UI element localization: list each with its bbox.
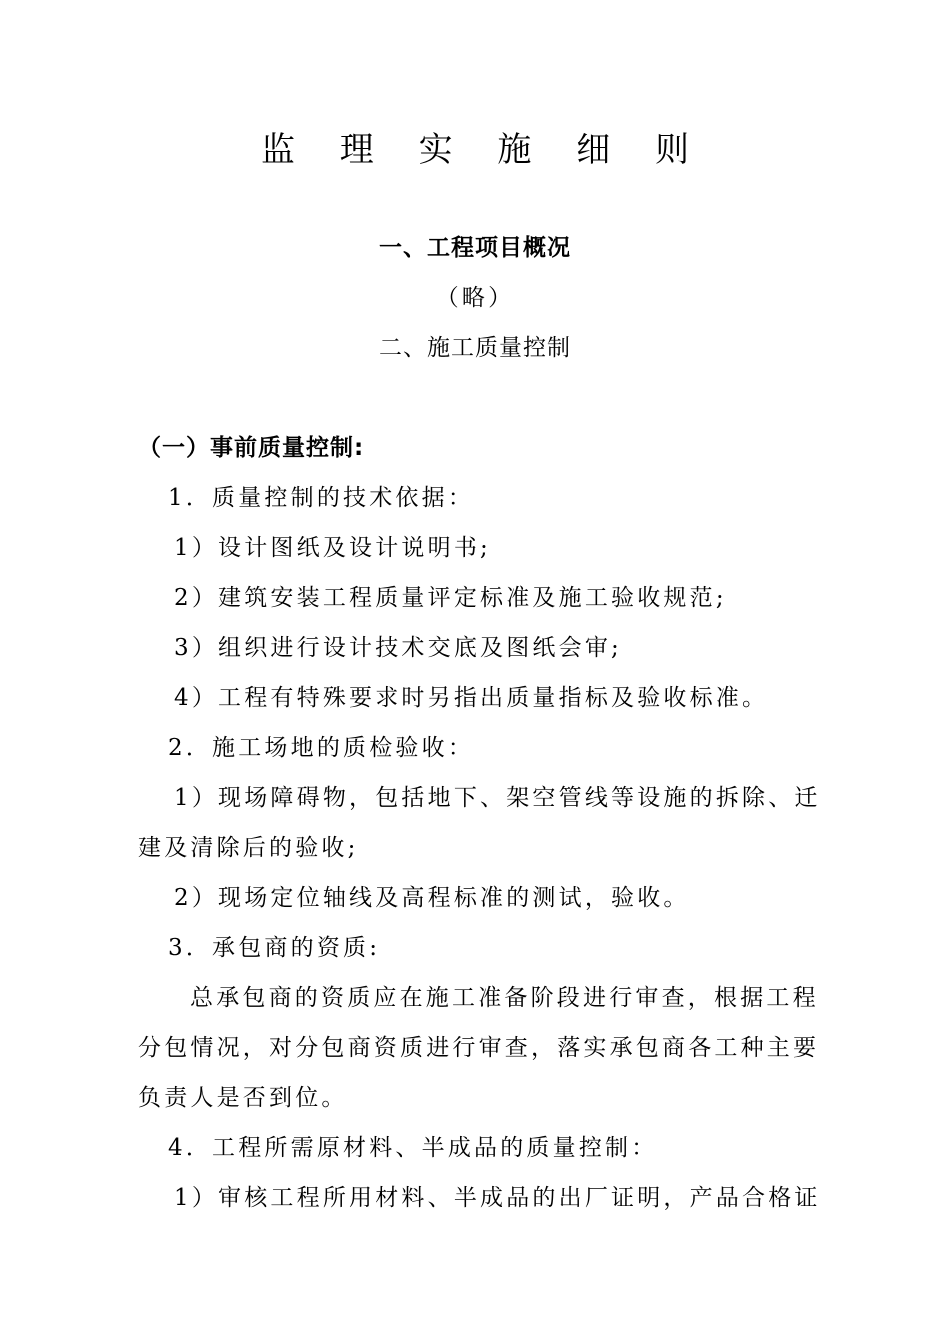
subsection-heading-1: （一）事前质量控制: <box>138 435 365 461</box>
section-heading-2: 二、施工质量控制 <box>379 335 571 361</box>
list-item: 1．质量控制的技术依据： <box>168 485 475 511</box>
list-item: 3．承包商的资质: <box>168 935 381 961</box>
list-item: 1）设计图纸及设计说明书; <box>174 535 491 561</box>
list-item: 4．工程所需原材料、半成品的质量控制： <box>168 1135 658 1161</box>
paragraph-line: 分包情况，对分包商资质进行审查，落实承包商各工种主要 <box>138 1035 820 1061</box>
section-1-note: （略） <box>435 285 515 311</box>
list-item: 2）现场定位轴线及高程标准的测试，验收。 <box>174 885 690 911</box>
list-item-continued: 建及清除后的验收; <box>138 835 359 861</box>
paragraph-line: 负责人是否到位。 <box>138 1085 348 1111</box>
list-item: 1）审核工程所用材料、半成品的出厂证明，产品合格证 <box>174 1185 821 1211</box>
list-item: 4）工程有特殊要求时另指出质量指标及验收标准。 <box>174 685 769 711</box>
list-item: 2．施工场地的质检验收： <box>168 735 475 761</box>
list-item: 1）现场障碍物，包括地下、架空管线等设施的拆除、迁 <box>174 785 821 811</box>
section-heading-1: 一、工程项目概况 <box>379 235 571 261</box>
list-item: 3）组织进行设计技术交底及图纸会审; <box>174 635 622 661</box>
paragraph-line: 总承包商的资质应在施工准备阶段进行审查，根据工程 <box>190 985 819 1011</box>
document-title: 监 理 实 施 细 则 <box>260 130 707 170</box>
list-item: 2）建筑安装工程质量评定标准及施工验收规范; <box>174 585 727 611</box>
